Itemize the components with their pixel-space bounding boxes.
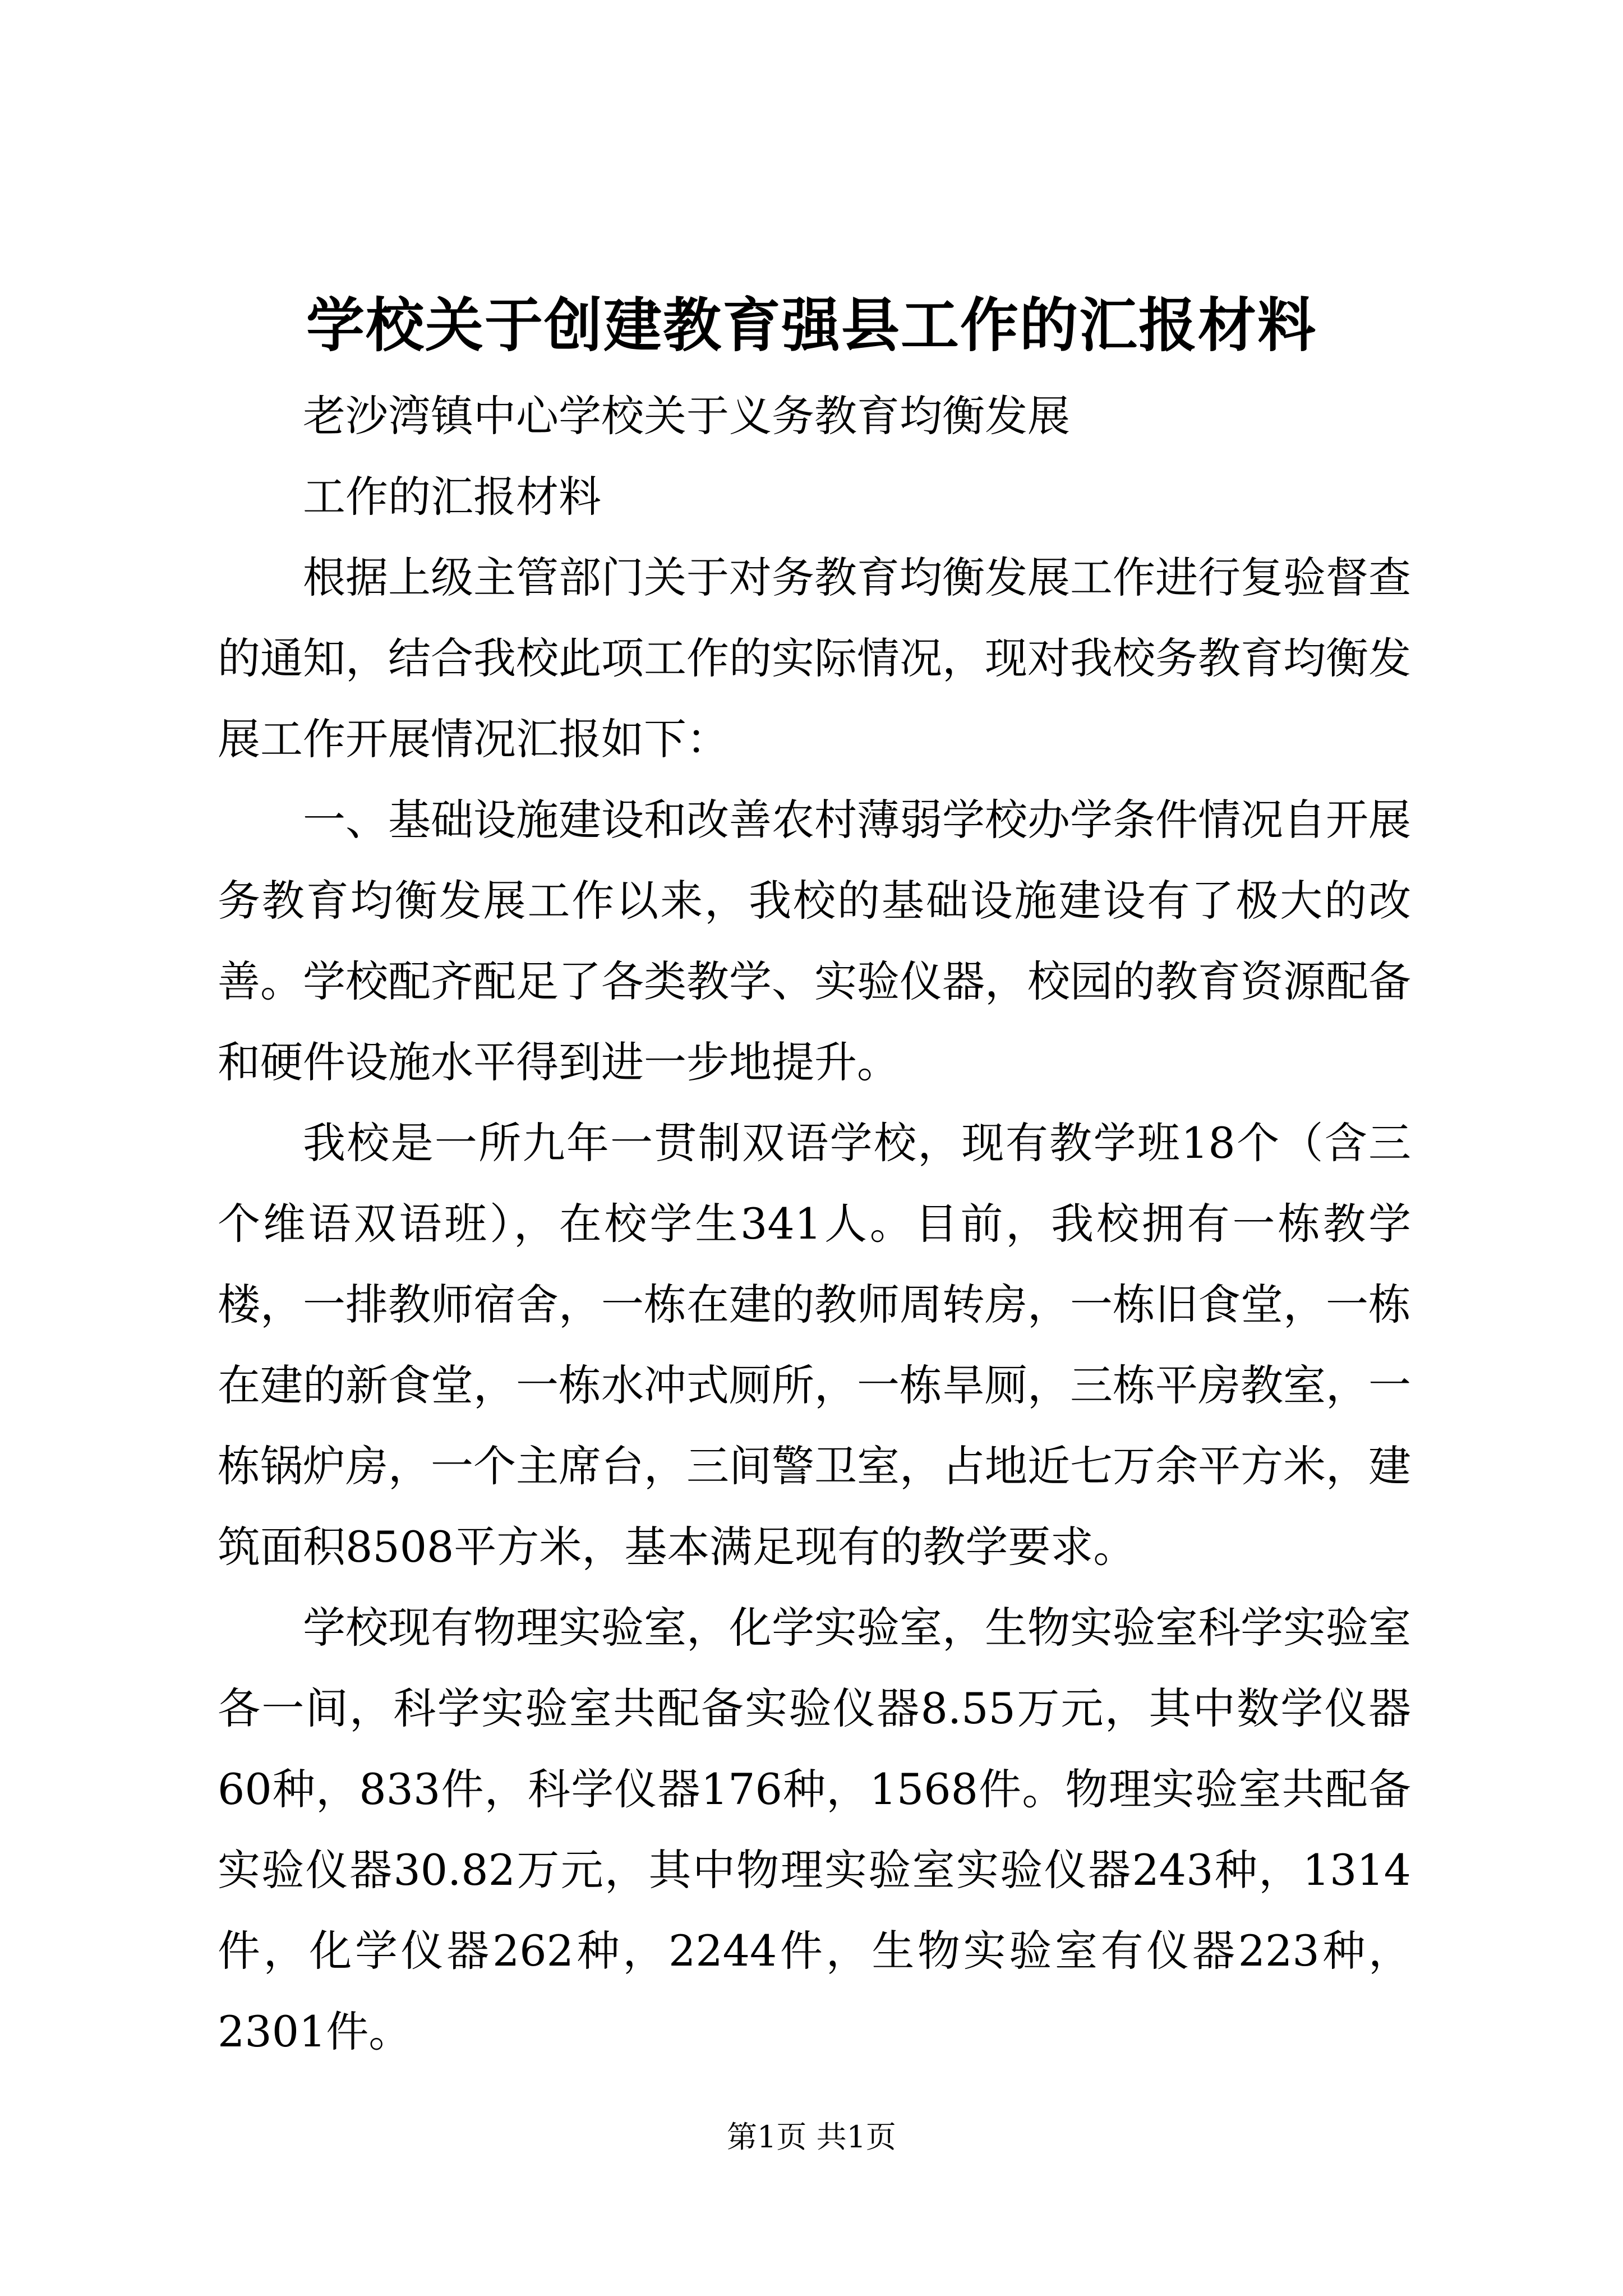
subtitle-line-2: 工作的汇报材料 [303, 472, 601, 522]
document-title: 学校关于创建教育强县工作的汇报材料 [306, 291, 1317, 360]
school-facilities-paragraph: 我校是一所九年一贯制双语学校，现有教学班18个（含三个维语双语班），在校学生341人。目前，我校拥有一栋教学楼，一排教师宿舍，一栋在建的教师周转房，一栋旧食堂，一栋在建的新食堂，一栋水冲式厕所，一栋旱厕，三栋平房教室，一栋锅炉房，一个主席台，三间警卫室，占地近七万余平方米，建筑面积8508平方米，基本满足现有的教学要求。 [218, 1118, 1411, 1572]
page-number-footer: 第1页 共1页 [727, 2119, 896, 2155]
subtitle-line-1: 老沙湾镇中心学校关于义务教育均衡发展 [303, 391, 1070, 441]
document-body [218, 376, 1411, 2072]
section-one-paragraph: 一、基础设施建设和改善农村薄弱学校办学条件情况自开展务教育均衡发展工作以来，我校的基础设施建设有了极大的改善。学校配齐配足了各类教学、实验仪器，校园的教育资源配备和硬件设施水平得到进一步地提升。 [218, 795, 1411, 1087]
laboratory-paragraph: 学校现有物理实验室，化学实验室，生物实验室科学实验室各一间，科学实验室共配备实验仪器8.55万元，其中数学仪器60种，833件，科学仪器176种，1568件。物理实验室共配备实验仪器30.82万元，其中物理实验室实验仪器243种，1314件，化学仪器262种，2244件，生物实验室有仪器223种，2301件。 [218, 1603, 1411, 2056]
intro-paragraph: 根据上级主管部门关于对务教育均衡发展工作进行复验督查的通知，结合我校此项工作的实际情况，现对我校务教育均衡发展工作开展情况汇报如下： [218, 553, 1411, 764]
